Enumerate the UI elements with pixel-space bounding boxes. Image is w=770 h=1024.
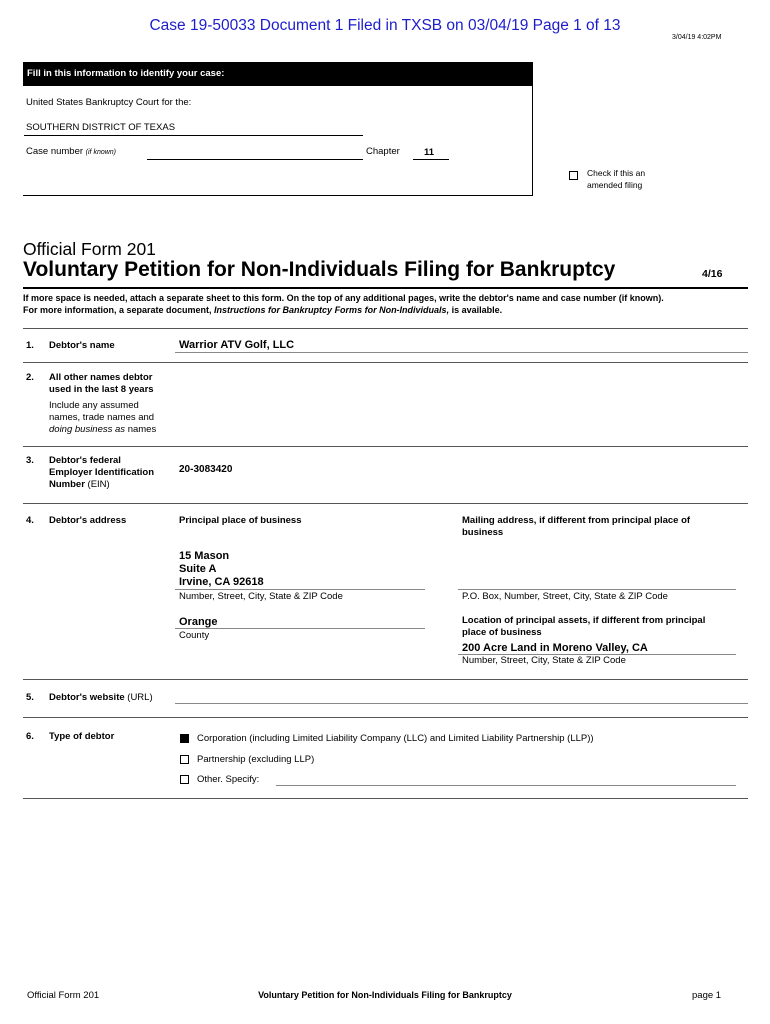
- debtor-type-label: Type of debtor: [49, 731, 115, 742]
- checkbox-icon: [180, 775, 189, 784]
- chapter-value[interactable]: 11: [424, 147, 435, 158]
- district-field[interactable]: SOUTHERN DISTRICT OF TEXAS: [26, 122, 176, 133]
- debtor-type-option-other[interactable]: Other. Specify:: [180, 774, 259, 785]
- county-caption: County: [179, 630, 210, 641]
- chapter-label: Chapter: [366, 146, 400, 157]
- other-names-label: All other names debtor used in the last 8 years Include any assumed names, trade names and doing business as names: [49, 372, 157, 435]
- other-specify-field[interactable]: [276, 785, 736, 786]
- footer-form-name: Official Form 201: [27, 990, 100, 1001]
- case-number-label: Case number (if known): [26, 146, 117, 157]
- checkbox-icon: [180, 755, 189, 764]
- case-identification-heading: Fill in this information to identify your case:: [23, 62, 532, 86]
- principal-assets-field[interactable]: 200 Acre Land in Moreno Valley, CA: [462, 642, 648, 654]
- debtor-type-option-corporation[interactable]: Corporation (including Limited Liability Company (LLC) and Limited Liability Partnership (LLP)): [180, 733, 594, 744]
- website-label: Debtor's website (URL): [49, 692, 153, 703]
- form-revision: 4/16: [702, 268, 723, 280]
- other-names-field[interactable]: [175, 372, 748, 442]
- mailing-address-caption: P.O. Box, Number, Street, City, State & ZIP Code: [462, 591, 668, 602]
- form-instructions: If more space is needed, attach a separate sheet to this form. On the top of any additional pages, write the debtor's name and case number (if known). For more information, a separate document, Instructions for Bankruptcy Forms for Non-Individuals, is available.: [23, 293, 664, 315]
- principal-address-caption: Number, Street, City, State & ZIP Code: [179, 591, 343, 602]
- debtor-name-field[interactable]: Warrior ATV Golf, LLC: [179, 339, 295, 351]
- ein-label: Debtor's federal Employer Identification Number (EIN): [49, 455, 155, 490]
- form-title: Voluntary Petition for Non-Individuals Filing for Bankruptcy: [23, 258, 616, 281]
- mailing-address-heading: Mailing address, if different from principal place of business: [462, 515, 691, 538]
- checked-box-icon: [180, 734, 189, 743]
- website-field[interactable]: [175, 703, 748, 704]
- debtor-type-option-partnership[interactable]: Partnership (excluding LLP): [180, 754, 314, 765]
- amended-filing-label: Check if this an amended filing: [587, 168, 646, 190]
- mailing-address-field[interactable]: [458, 545, 736, 589]
- footer-title: Voluntary Petition for Non-Individuals Filing for Bankruptcy: [258, 990, 512, 1000]
- ein-field[interactable]: 20-3083420: [179, 464, 233, 475]
- debtor-name-label: Debtor's name: [49, 340, 115, 351]
- court-label: United States Bankruptcy Court for the:: [26, 97, 192, 108]
- address-label: Debtor's address: [49, 515, 127, 526]
- footer-page-number: page 1: [692, 990, 722, 1001]
- case-number-field[interactable]: [147, 159, 363, 160]
- amended-filing-checkbox[interactable]: [569, 167, 586, 185]
- print-timestamp: 3/04/19 4:02PM: [672, 34, 722, 41]
- principal-place-heading: Principal place of business: [179, 515, 302, 526]
- principal-assets-heading: Location of principal assets, if different from principal place of business: [462, 615, 706, 638]
- filing-stamp: Case 19-50033 Document 1 Filed in TXSB on 03/04/19 Page 1 of 13: [149, 17, 621, 34]
- county-field[interactable]: Orange: [179, 616, 218, 628]
- form-name: Official Form 201: [23, 239, 156, 259]
- principal-address-field[interactable]: 15 Mason Suite A Irvine, CA 92618: [179, 550, 264, 588]
- checkbox-icon: [569, 171, 578, 180]
- principal-assets-caption: Number, Street, City, State & ZIP Code: [462, 655, 626, 666]
